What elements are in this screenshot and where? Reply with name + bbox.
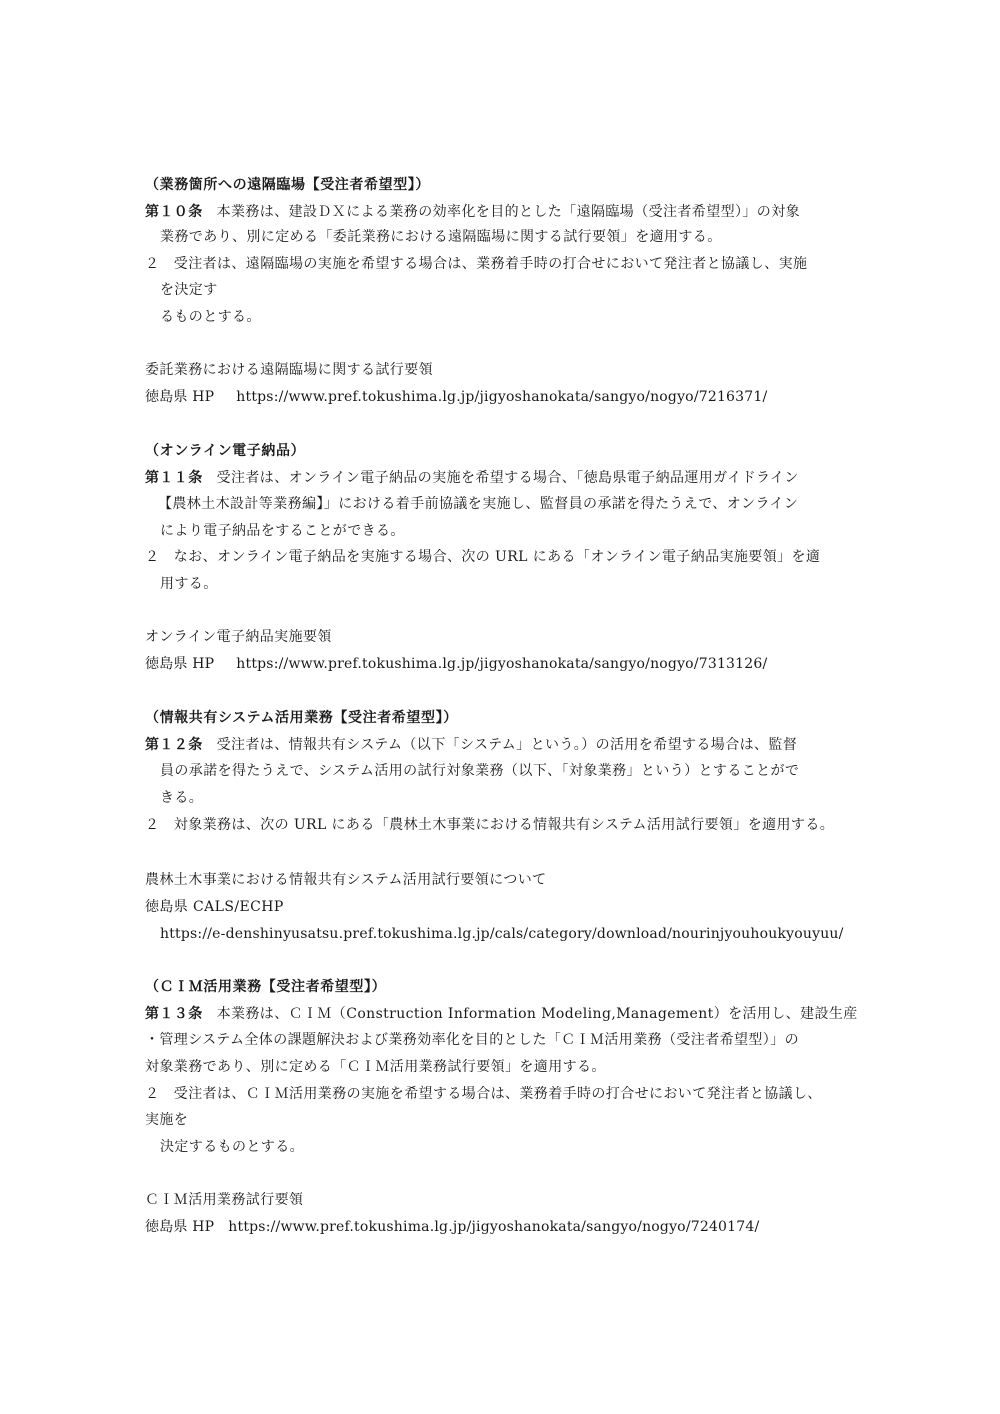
section-heading-info-sharing: （情報共有システム活用業務【受注者希望型】）: [145, 710, 458, 726]
section-heading-online-delivery: （オンライン電子納品）: [145, 443, 306, 459]
article-12-line-4: ２ 対象業務は、次の URL にある「農林土木事業における情報共有システム活用試行要領」を適用する。: [145, 817, 835, 833]
article-11-line-1: [145, 468, 799, 488]
reference-title: オンライン電子納品実施要領: [145, 629, 332, 645]
article-label: 第１１条: [145, 470, 203, 486]
article-13-line-3: 対象業務であり、別に定める「ＣＩＭ活用業務試行要領」を適用する。: [145, 1059, 606, 1075]
reference-source: 徳島県 HP: [145, 1219, 215, 1235]
article-12-line-3: きる。: [160, 790, 204, 806]
reference-link-row: [145, 1217, 759, 1237]
article-13-line-2: ・管理システム全体の課題解決および業務効率化を目的とした「ＣＩＭ活用業務（受注者希望型）」の: [145, 1032, 799, 1048]
reference-source: 徳島県 HP: [145, 389, 215, 405]
article-11-line-4: ２ なお、オンライン電子納品を実施する場合、次の URL にある「オンライン電子納品実施要領」を適: [145, 549, 821, 565]
reference-url[interactable]: https://e-denshinyusatsu.pref.tokushima.lg.jp/cals/category/download/nourinjyouhoukyouyuu/: [160, 926, 844, 942]
section-heading-remote-inspection: （業務箇所への遠隔臨場【受注者希望型】）: [145, 177, 430, 193]
article-text: 受注者は、オンライン電子納品の実施を希望する場合、「徳島県電子納品運用ガイドライン: [216, 470, 799, 486]
reference-title: 委託業務における遠隔臨場に関する試行要領: [145, 362, 433, 378]
article-text: 受注者は、情報共有システム（以下「システム」という。）の活用を希望する場合は、監督: [216, 737, 798, 753]
article-10-line-3: ２ 受注者は、遠隔臨場の実施を希望する場合は、業務着手時の打合せにおいて発注者と協議し、実施: [145, 256, 808, 272]
article-12-line-2: 員の承諾を得たうえで、システム活用の試行対象業務（以下、「対象業務」という）とすることがで: [160, 763, 800, 779]
reference-source: 徳島県 CALS/ECHP: [145, 899, 284, 915]
article-13-line-5: 実施を: [145, 1112, 189, 1128]
reference-link-row: [145, 387, 767, 407]
article-label: 第１２条: [145, 737, 203, 753]
reference-url[interactable]: https://www.pref.tokushima.lg.jp/jigyoshanokata/sangyo/nogyo/7240174/: [228, 1219, 760, 1235]
reference-source: 徳島県 HP: [145, 656, 215, 672]
article-10-line-2: 業務であり、別に定める「委託業務における遠隔臨場に関する試行要領」を適用する。: [160, 229, 722, 245]
article-label: 第１０条: [145, 204, 203, 220]
article-13-line-4: ２ 受注者は、ＣＩＭ活用業務の実施を希望する場合は、業務着手時の打合せにおいて発注者と協議し、: [145, 1086, 822, 1102]
reference-title: ＣＩＭ活用業務試行要領: [145, 1192, 304, 1208]
article-text: 本業務は、建設ＤＸによる業務の効率化を目的とした「遠隔臨場（受注者希望型）」の対象: [216, 204, 801, 220]
article-10-line-4: を決定す: [160, 282, 218, 298]
reference-url[interactable]: https://www.pref.tokushima.lg.jp/jigyoshanokata/sangyo/nogyo/7313126/: [236, 656, 768, 672]
reference-title: 農林土木事業における情報共有システム活用試行要領について: [145, 872, 547, 888]
article-text: 本業務は、ＣＩＭ（Construction Information Modeling,Management）を活用し、建設生産: [216, 1006, 858, 1022]
reference-link-row: [145, 654, 767, 674]
reference-url[interactable]: https://www.pref.tokushima.lg.jp/jigyoshanokata/sangyo/nogyo/7216371/: [236, 389, 768, 405]
article-label: 第１３条: [145, 1006, 203, 1022]
article-11-line-2: 【農林土木設計等業務編】」における着手前協議を実施し、監督員の承諾を得たうえで、オンライン: [158, 496, 799, 512]
article-13-line-1: [145, 1004, 858, 1024]
article-10-line-1: [145, 202, 800, 222]
article-11-line-5: 用する。: [160, 576, 218, 592]
article-10-line-5: るものとする。: [160, 309, 261, 325]
section-heading-cim: （ＣＩＭ活用業務【受注者希望型】）: [145, 979, 387, 995]
article-11-line-3: により電子納品をすることができる。: [160, 523, 405, 539]
article-12-line-1: [145, 735, 797, 755]
article-13-line-6: 決定するものとする。: [160, 1139, 304, 1155]
